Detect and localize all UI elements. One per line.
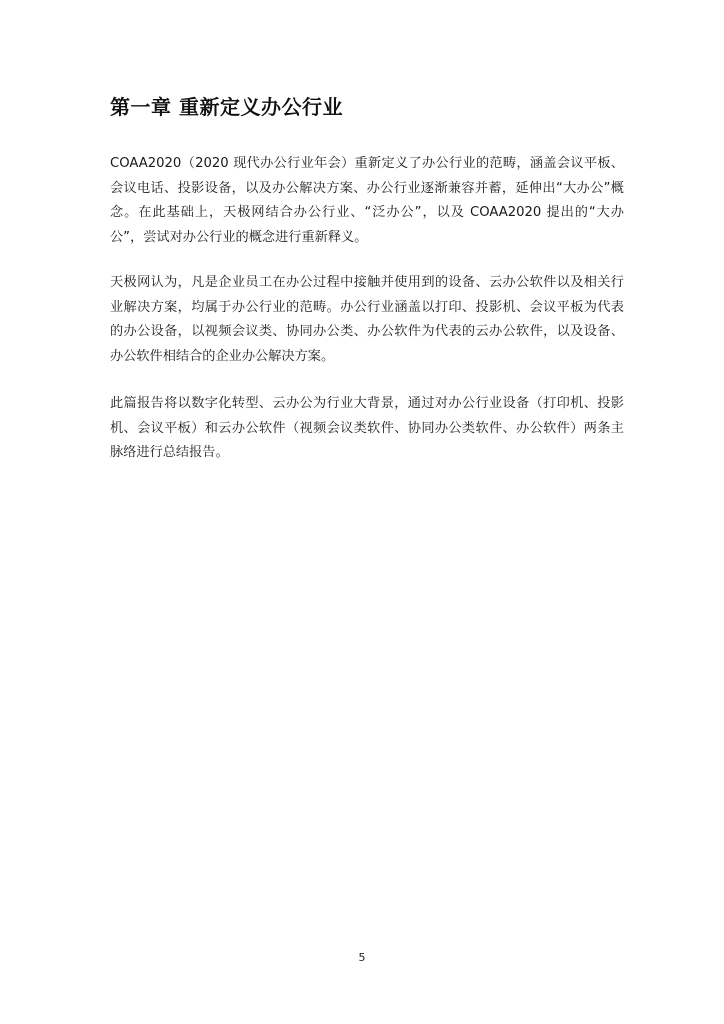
paragraph-report-outline: 此篇报告将以数字化转型、云办公为行业大背景，通过对办公行业设备（打印机、投影机、会议平板）和云办公软件（视频会议类软件、协同办公类软件、办公软件）两条主脉络进行总结报告。 — [110, 396, 624, 460]
chapter-title: 第一章 重新定义办公行业 — [110, 95, 343, 119]
paragraph-scope: 天极网认为，凡是企业员工在办公过程中接触并使用到的设备、云办公软件以及相关行业解决方案，均属于办公行业的范畴。办公行业涵盖以打印、投影机、会议平板为代表的办公设备，以视频会议类、协同办公类、办公软件为代表的云办公软件，以及设备、办公软件相结合的企业办公解决方案。 — [110, 275, 624, 364]
paragraph-definition: COAA2020（2020 现代办公行业年会）重新定义了办公行业的范畴，涵盖会议平板、会议电话、投影设备，以及办公解决方案、办公行业逐渐兼容并蓄，延伸出“大办公”概念。在此基础上，天极网结合办公行业、“泛办公”，以及 COAA2020 提出的“大办公”，尝试对办公行业的概念进行重新释义。 — [110, 156, 624, 245]
page-number: 5 — [358, 951, 366, 964]
